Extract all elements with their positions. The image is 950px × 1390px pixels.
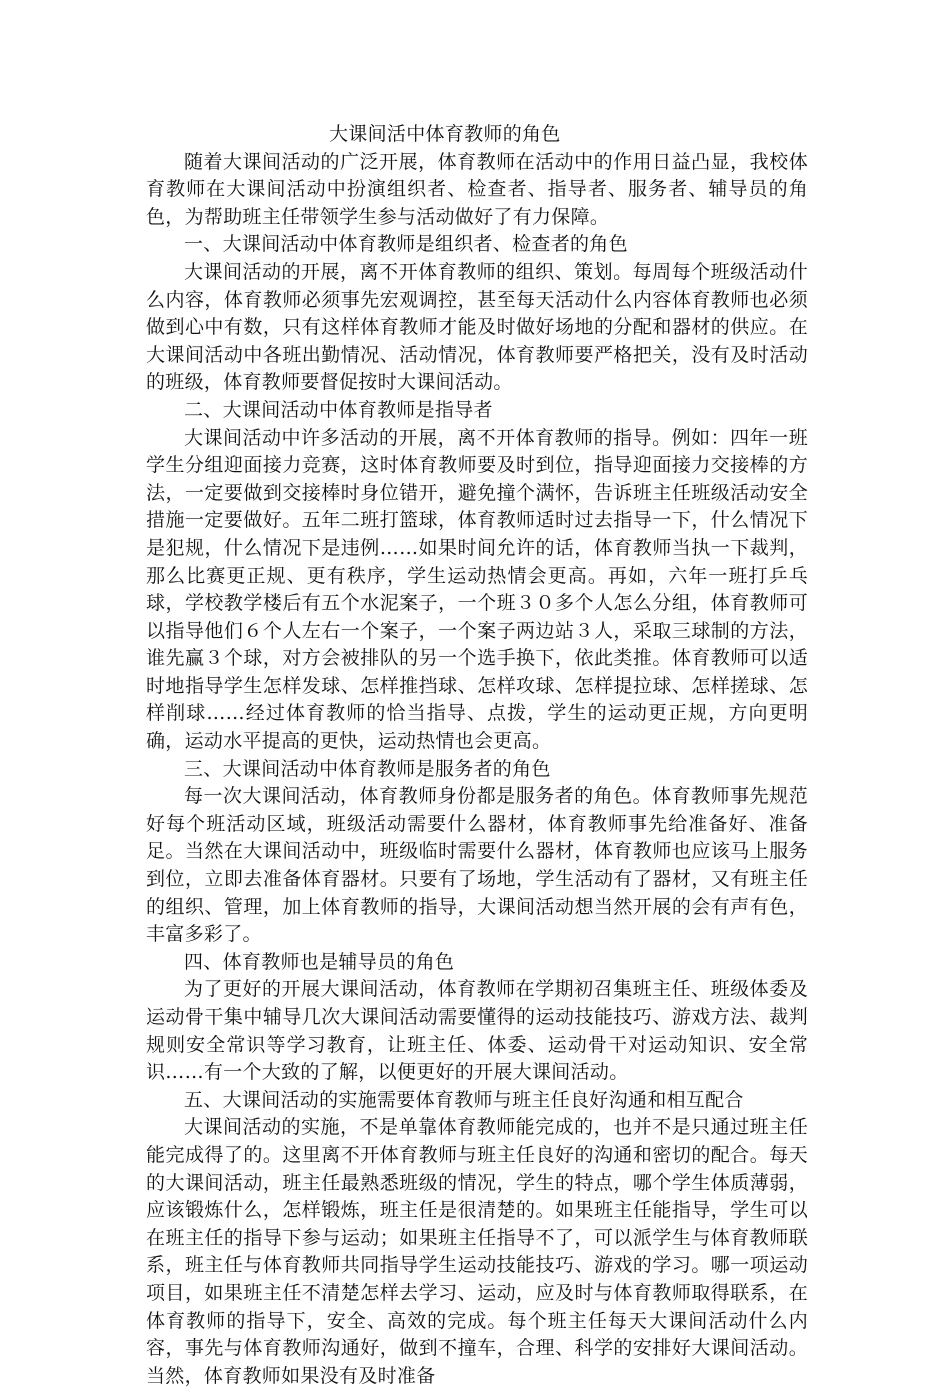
section-heading-5: 五、大课间活动的实施需要体育教师与班主任良好沟通和相互配合 (184, 1088, 744, 1111)
intro-paragraph: 随着大课间活动的广泛开展，体育教师在活动中的作用日益凸显，我校体育教师在大课间活动中扮演组织者、检查者、指导者、服务者、辅导员的角色，为帮助班主任带领学生参与活动做好了有力保障。 (146, 150, 808, 228)
section-paragraph-3: 每一次大课间活动，体育教师身份都是服务者的角色。体育教师事先规范好每个班活动区域，班级活动需要什么器材，体育教师事先给准备好、准备足。当然在大课间活动中，班级临时需要什么器材，体育教师也应该马上服务到位，立即去准备体育器材。只要有了场地，学生活动有了器材，又有班主任的组织、管理，加上体育教师的指导，大课间活动想当然开展的会有声有色，丰富多彩了。 (146, 785, 808, 946)
section-heading-2: 二、大课间活动中体育教师是指导者 (184, 398, 493, 421)
document-body (146, 121, 808, 1390)
section-paragraph-5: 大课间活动的实施，不是单靠体育教师能完成的，也并不是只通过班主任能完成得了的。这里离不开体育教师与班主任良好的沟通和密切的配合。每天的大课间活动，班主任最熟悉班级的情况，学生的特点，哪个学生体质薄弱，应该锻炼什么，怎样锻炼，班主任是很清楚的。如果班主任能指导，学生可以在班主任的指导下参与运动；如果班主任指导不了，可以派学生与体育教师联系，班主任与体育教师共同指导学生运动技能技巧、游戏的学习。哪一项运动项目，如果班主任不清楚怎样去学习、运动，应及时与体育教师取得联系，在体育教师的指导下，安全、高效的完成。每个班主任每天大课间活动什么内容，事先与体育教师沟通好，做到不撞车，合理、科学的安排好大课间活动。当然，体育教师如果没有及时准备 (146, 1116, 808, 1387)
section-heading-4: 四、体育教师也是辅导员的角色 (184, 950, 455, 973)
section-paragraph-4: 为了更好的开展大课间活动，体育教师在学期初召集班主任、班级体委及运动骨干集中辅导几次大课间活动需要懂得的运动技能技巧、游戏方法、裁判规则安全常识等学习教育，让班主任、体委、运动骨干对运动知识、安全常识……有一个大致的了解，以便更好的开展大课间活动。 (146, 978, 808, 1084)
section-heading-1: 一、大课间活动中体育教师是组织者、检查者的角色 (184, 233, 628, 256)
section-paragraph-1: 大课间活动的开展，离不开体育教师的组织、策划。每周每个班级活动什么内容，体育教师必须事先宏观调控，甚至每天活动什么内容体育教师也必须做到心中有数，只有这样体育教师才能及时做好场地的分配和器材的供应。在大课间活动中各班出勤情况、活动情况，体育教师要严格把关，没有及时活动的班级，体育教师要督促按时大课间活动。 (146, 260, 808, 394)
section-paragraph-2: 大课间活动中许多活动的开展，离不开体育教师的指导。例如：四年一班学生分组迎面接力竞赛，这时体育教师要及时到位，指导迎面接力交接棒的方法，一定要做到交接棒时身位错开，避免撞个满怀，告诉班主任班级活动安全措施一定要做好。五年二班打篮球，体育教师适时过去指导一下，什么情况下是犯规，什么情况下是违例……如果时间允许的话，体育教师当执一下裁判，那么比赛更正规、更有秩序，学生运动热情会更高。再如，六年一班打乒乓球，学校教学楼后有五个水泥案子，一个班３０多个人怎么分组，体育教师可以指导他们６个人左右一个案子，一个案子两边站３人，采取三球制的方法，谁先赢３个球，对方会被排队的另一个选手换下，依此类推。体育教师可以适时地指导学生怎样发球、怎样推挡球、怎样攻球、怎样提拉球、怎样搓球、怎样削球……经过体育教师的恰当指导、点拨，学生的运动更正规，方向更明确，运动水平提高的更快，运动热情也会更高。 (146, 426, 808, 753)
section-heading-3: 三、大课间活动中体育教师是服务者的角色 (184, 757, 551, 780)
document-title: 大课间活中体育教师的角色 (329, 123, 561, 145)
